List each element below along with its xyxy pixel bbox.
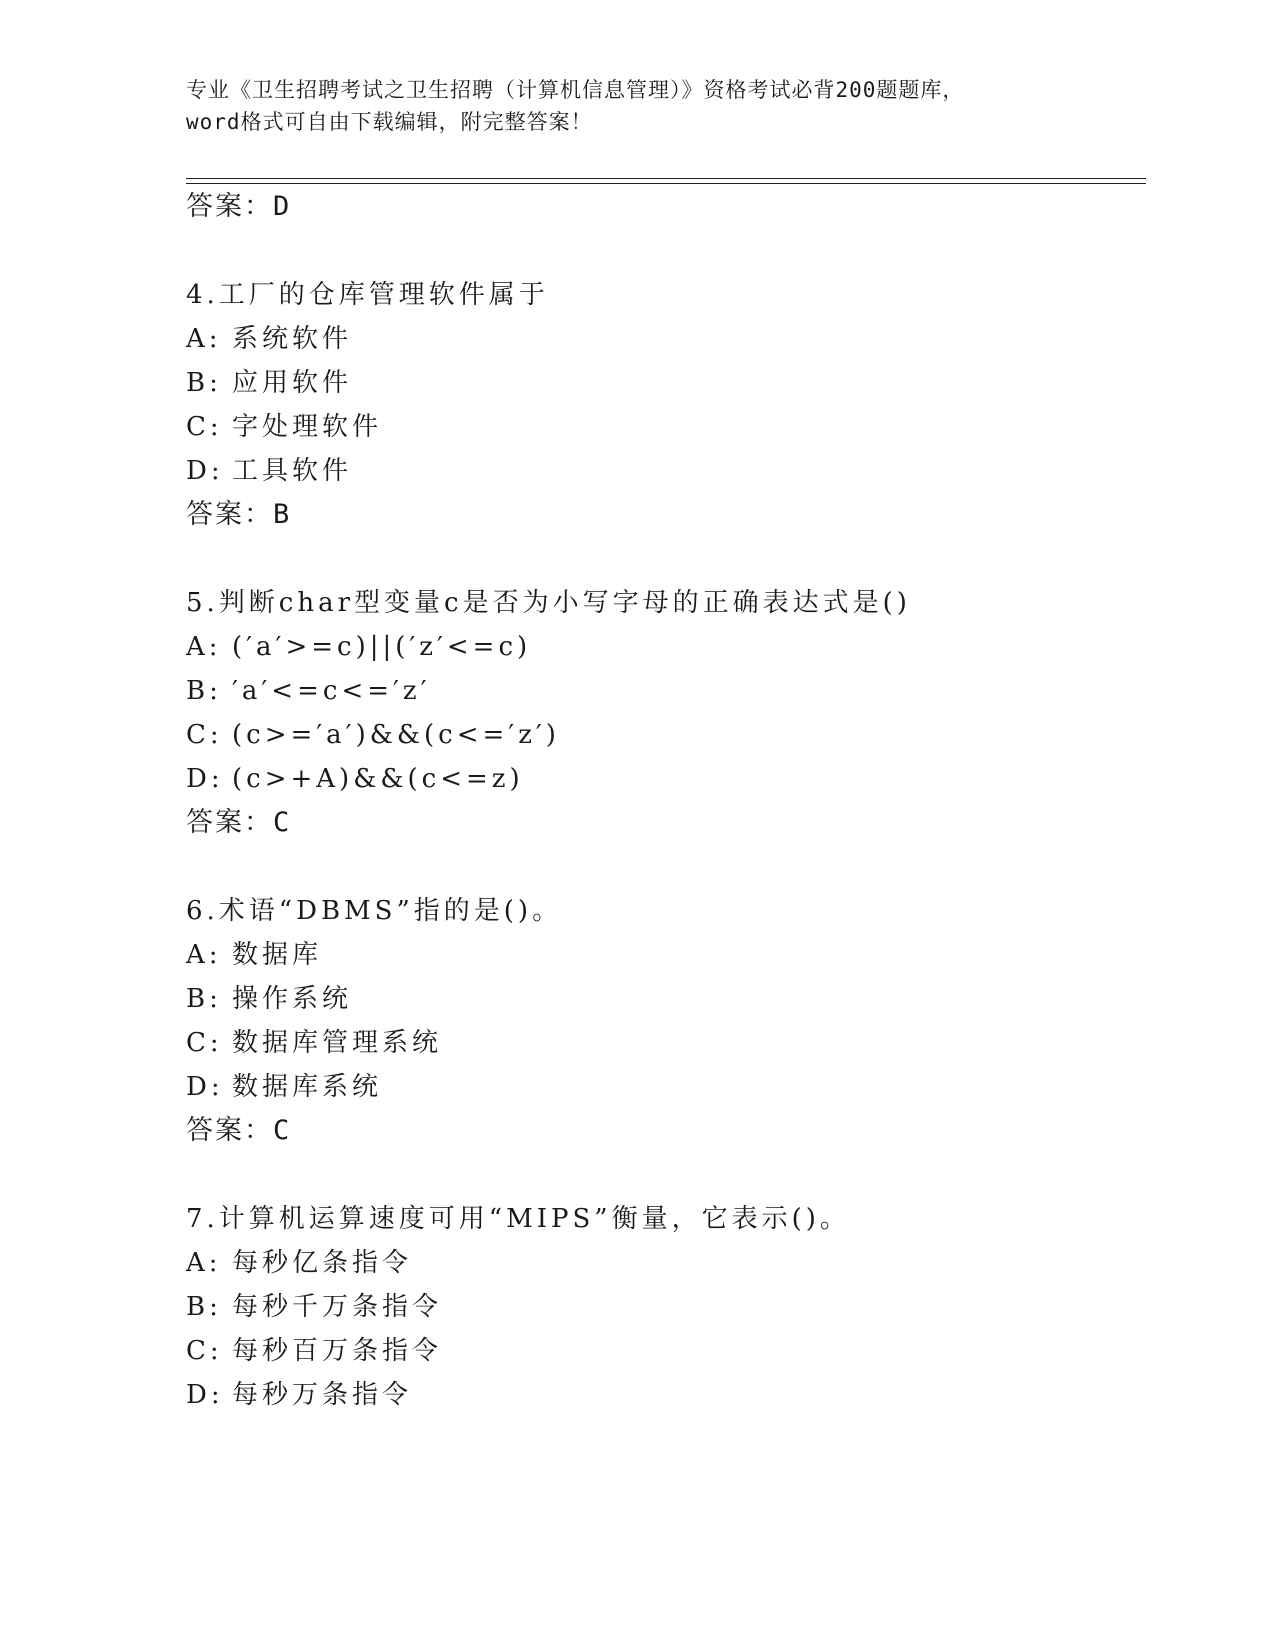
option-key: C: — [186, 412, 223, 442]
question-6-stem: 6.术语“DBMS”指的是()。 — [186, 896, 563, 926]
answer-q6: 答案：C — [186, 1115, 292, 1146]
option-key: A: — [186, 940, 222, 970]
option-key: D: — [186, 764, 224, 794]
option-key: D: — [186, 1380, 224, 1410]
option-text: (′a′>=c)||(′z′<=c) — [232, 632, 532, 662]
option-text: 每秒百万条指令 — [232, 1336, 443, 1366]
question-7-stem: 7.计算机运算速度可用“MIPS”衡量，它表示()。 — [186, 1204, 850, 1234]
option-key: C: — [186, 1028, 223, 1058]
option-key: D: — [186, 1072, 224, 1102]
question-7-option-b — [186, 1290, 442, 1324]
option-text: ′a′<=c<=′z′ — [232, 676, 431, 706]
question-7-option-d — [186, 1378, 412, 1412]
question-4-stem: 4.工厂的仓库管理软件属于 — [186, 280, 549, 310]
question-5-option-d — [186, 762, 524, 796]
question-4-option-c — [186, 410, 382, 444]
option-text: (c>+A)&&(c<=z) — [232, 764, 524, 794]
option-text: 数据库管理系统 — [232, 1028, 443, 1058]
question-4-option-b — [186, 366, 352, 400]
header-line-2: word格式可自由下载编辑，附完整答案！ — [186, 110, 593, 134]
option-text: 工具软件 — [232, 456, 353, 486]
question-5-option-c — [186, 718, 560, 752]
option-key: C: — [186, 1336, 223, 1366]
question-6-option-c — [186, 1026, 442, 1060]
option-key: B: — [186, 676, 222, 706]
option-text: 字处理软件 — [232, 412, 383, 442]
option-text: 数据库系统 — [232, 1072, 383, 1102]
option-key: B: — [186, 368, 222, 398]
option-key: A: — [186, 1248, 222, 1278]
header-line-1: 专业《卫生招聘考试之卫生招聘（计算机信息管理）》资格考试必背200题题库， — [186, 78, 965, 102]
answer-q4: 答案：B — [186, 499, 292, 530]
option-text: 应用软件 — [232, 368, 353, 398]
option-key: A: — [186, 324, 222, 354]
option-text: 每秒亿条指令 — [232, 1248, 413, 1278]
question-6-option-b — [186, 982, 352, 1016]
option-text: 每秒万条指令 — [232, 1380, 413, 1410]
question-5-option-a — [186, 630, 531, 664]
question-6-option-d — [186, 1070, 382, 1104]
question-5-stem: 5.判断char型变量c是否为小写字母的正确表达式是() — [186, 588, 911, 618]
question-7-option-a — [186, 1246, 412, 1280]
option-text: 数据库 — [232, 940, 323, 970]
option-key: C: — [186, 720, 223, 750]
option-text: 系统软件 — [232, 324, 353, 354]
option-key: B: — [186, 1292, 222, 1322]
option-text: (c>=′a′)&&(c<=′z′) — [232, 720, 560, 750]
question-5-option-b — [186, 674, 431, 708]
question-4-option-a — [186, 322, 352, 356]
question-4-option-d — [186, 454, 352, 488]
document-header — [186, 74, 1086, 138]
question-7-option-c — [186, 1334, 442, 1368]
option-text: 操作系统 — [232, 984, 353, 1014]
option-text: 每秒千万条指令 — [232, 1292, 443, 1322]
header-divider-bottom — [186, 183, 1146, 184]
question-6-option-a — [186, 938, 322, 972]
option-key: D: — [186, 456, 224, 486]
answer-q3: 答案：D — [186, 191, 292, 222]
option-key: B: — [186, 984, 222, 1014]
answer-q5: 答案：C — [186, 807, 292, 838]
header-divider-top — [186, 178, 1146, 179]
option-key: A: — [186, 632, 222, 662]
